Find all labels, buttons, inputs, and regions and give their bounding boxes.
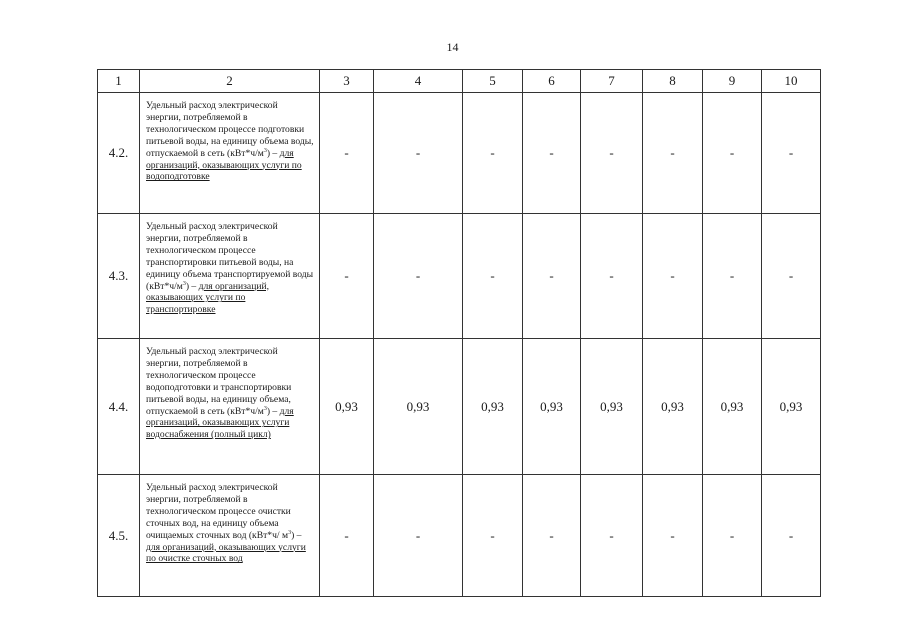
row-description (140, 93, 320, 214)
value-cell: 0,93 (703, 339, 762, 475)
header-cell: 6 (523, 70, 581, 93)
value-cell: - (374, 214, 463, 339)
description-tail: ) – (266, 147, 278, 159)
description-text: Удельный расход электрической энергии, потребляемой в технологическом процессе водоподготовки и транспортировки питьевой воды, на единицу объема, отпускаемой в сеть (кВт*ч/м (146, 346, 292, 417)
value-cell: - (523, 93, 581, 214)
header-cell: 10 (762, 70, 821, 93)
table-row (98, 475, 821, 597)
value-cell: 0,93 (320, 339, 374, 475)
value-cell: 0,93 (463, 339, 523, 475)
value-cell: - (703, 475, 762, 597)
value-cell: - (374, 475, 463, 597)
table-row (98, 93, 821, 214)
indicators-table (97, 69, 821, 597)
value-cell: - (463, 93, 523, 214)
value-cell: 0,93 (523, 339, 581, 475)
superscript: 3 (263, 405, 267, 412)
description-underlined: для организаций, оказывающих услуги по транспортировке (146, 280, 269, 316)
header-cell: 5 (463, 70, 523, 93)
value-cell: 0,93 (581, 339, 643, 475)
value-cell: - (643, 475, 703, 597)
value-cell: - (762, 475, 821, 597)
description-tail: ) – (291, 529, 302, 541)
description-tail: ) – (185, 280, 197, 292)
row-number: 4.5. (98, 475, 140, 597)
table-row (98, 339, 821, 475)
superscript: 3 (182, 280, 186, 287)
header-cell: 3 (320, 70, 374, 93)
value-cell: 0,93 (762, 339, 821, 475)
description-text: Удельный расход электрической энергии, потребляемой в технологическом процессе подготовки питьевой воды, на единицу объема воды, отпускаемой в сеть (кВт*ч/м (146, 100, 314, 159)
description-text: Удельный расход электрической энергии, потребляемой в технологическом процессе очистки сточных вод, на единицу объема очищаемых сточных вод (кВт*ч/ м (146, 482, 291, 541)
value-cell: - (463, 475, 523, 597)
description-tail: ) – (266, 405, 278, 417)
value-cell: - (762, 93, 821, 214)
value-cell: - (523, 214, 581, 339)
description-underlined: для организаций, оказывающих услуги по очистке сточных вод (146, 541, 306, 565)
value-cell: - (320, 93, 374, 214)
superscript: 3 (263, 147, 267, 154)
table-row (98, 214, 821, 339)
row-number: 4.4. (98, 339, 140, 475)
row-number: 4.3. (98, 214, 140, 339)
row-description (140, 339, 320, 475)
header-cell: 8 (643, 70, 703, 93)
value-cell: - (762, 214, 821, 339)
value-cell: - (463, 214, 523, 339)
header-cell: 4 (374, 70, 463, 93)
value-cell: - (523, 475, 581, 597)
page-number: 14 (446, 40, 459, 54)
value-cell: 0,93 (643, 339, 703, 475)
value-cell: - (581, 475, 643, 597)
value-cell: - (581, 214, 643, 339)
description-underlined: для организаций, оказывающих услуги по водоподготовке (146, 147, 302, 183)
header-cell: 1 (98, 70, 140, 93)
value-cell: - (643, 93, 703, 214)
header-cell: 7 (581, 70, 643, 93)
table-header-row (98, 70, 821, 93)
value-cell: - (643, 214, 703, 339)
superscript: 3 (288, 529, 292, 536)
row-description (140, 214, 320, 339)
value-cell: - (320, 475, 374, 597)
header-cell: 2 (140, 70, 320, 93)
value-cell: - (374, 93, 463, 214)
description-text: Удельный расход электрической энергии, потребляемой в технологическом процессе транспортировки питьевой воды, на единицу объема транспортируемой воды (кВт*ч/м (146, 221, 314, 292)
row-description (140, 475, 320, 597)
value-cell: - (320, 214, 374, 339)
value-cell: - (703, 93, 762, 214)
value-cell: - (581, 93, 643, 214)
row-number: 4.2. (98, 93, 140, 214)
value-cell: 0,93 (374, 339, 463, 475)
description-underlined: для организаций, оказывающих услуги водоснабжения (полный цикл) (146, 405, 294, 441)
header-cell: 9 (703, 70, 762, 93)
value-cell: - (703, 214, 762, 339)
